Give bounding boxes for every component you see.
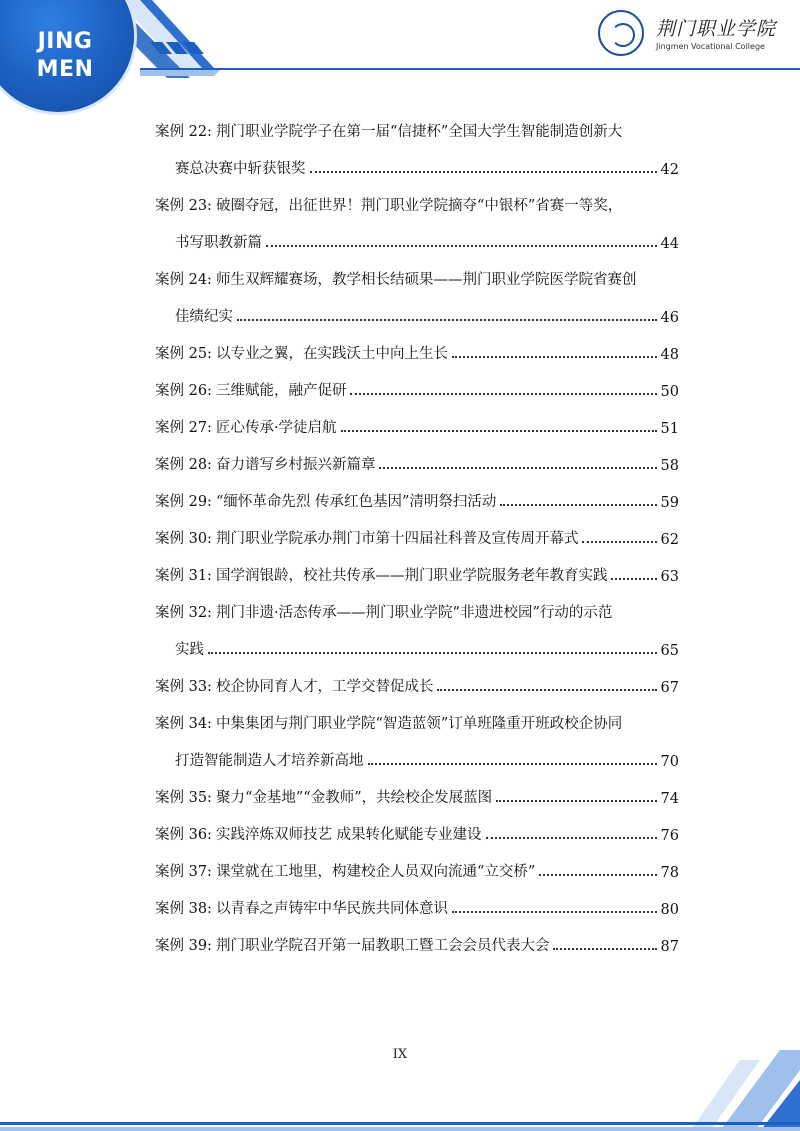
case-label: 案例 35:	[155, 790, 212, 806]
dot-leader	[486, 837, 657, 839]
toc-entry[interactable]	[155, 659, 679, 696]
dot-leader	[500, 504, 656, 506]
toc-line	[155, 659, 679, 696]
dot-leader	[496, 800, 656, 802]
page-ref: 59	[660, 495, 679, 511]
toc-line	[155, 696, 679, 733]
case-label: 案例 39:	[155, 938, 212, 954]
case-title: 校企协同育人才，工学交替促成长	[215, 679, 434, 695]
badge-text	[0, 28, 130, 84]
page-ref: 74	[660, 791, 679, 807]
page-ref: 63	[660, 569, 679, 585]
page-ref: 42	[660, 162, 679, 178]
dot-leader	[350, 393, 656, 395]
toc-line	[155, 289, 679, 326]
case-title: 赛总决赛中斩获银奖	[175, 161, 306, 177]
case-title: 荆门职业学院学子在第一届“信捷杯”全国大学生智能制造创新大	[215, 124, 623, 140]
case-title: 以专业之翼，在实践沃土中向上生长	[215, 346, 448, 362]
toc-line	[155, 548, 679, 585]
toc-line	[155, 881, 679, 918]
case-label: 案例 36:	[155, 827, 212, 843]
case-title: 破圈夺冠，出征世界！荆门职业学院摘夺“中银杯”省赛一等奖，	[215, 198, 623, 214]
toc-line	[155, 733, 679, 770]
page-ref: 65	[660, 643, 679, 659]
toc-line	[155, 363, 679, 400]
toc-entry[interactable]	[155, 770, 679, 807]
toc-entry[interactable]	[155, 881, 679, 918]
case-label: 案例 30:	[155, 531, 212, 547]
case-title: 匠心传承·学徒启航	[215, 420, 337, 436]
page-ref: 62	[660, 532, 679, 548]
toc-line	[155, 918, 679, 955]
toc-line	[155, 844, 679, 881]
case-title: “缅怀革命先烈 传承红色基因”清明祭扫活动	[215, 494, 497, 510]
case-title: 奋力谱写乡村振兴新篇章	[215, 457, 376, 473]
case-label: 案例 31:	[155, 568, 212, 584]
page-ref: 67	[660, 680, 679, 696]
toc-line	[155, 400, 679, 437]
toc-entry[interactable]	[155, 326, 679, 363]
toc-entry[interactable]	[155, 696, 679, 770]
dot-leader	[237, 319, 657, 321]
college-name-cn: 荆门职业学院	[656, 18, 777, 40]
toc-line	[155, 585, 679, 622]
toc-entry[interactable]	[155, 585, 679, 659]
toc-line	[155, 104, 679, 141]
case-label: 案例 26:	[155, 383, 212, 399]
case-label: 案例 28:	[155, 457, 212, 473]
page-ref: 46	[660, 310, 679, 326]
case-label: 案例 29:	[155, 494, 212, 510]
toc-line	[155, 474, 679, 511]
case-title: 荆门职业学院承办荆门市第十四届社科普及宣传周开幕式	[215, 531, 579, 547]
page-ref: 48	[660, 347, 679, 363]
toc-line	[155, 622, 679, 659]
case-title: 实践淬炼双师技艺 成果转化赋能专业建设	[215, 827, 482, 843]
page-ref: 78	[660, 865, 679, 881]
dot-leader	[452, 911, 657, 913]
footer-decoration	[0, 1030, 800, 1131]
toc-line	[155, 807, 679, 844]
case-title: 师生双辉耀赛场，教学相长结硕果——荆门职业学院医学院省赛创	[215, 272, 637, 288]
toc-entry[interactable]	[155, 400, 679, 437]
toc-line	[155, 770, 679, 807]
dot-leader	[553, 948, 656, 950]
case-label: 案例 37:	[155, 864, 212, 880]
case-label: 案例 38:	[155, 901, 212, 917]
dot-leader	[368, 763, 657, 765]
case-label: 案例 24:	[155, 272, 212, 288]
case-label: 案例 25:	[155, 346, 212, 362]
badge-line1: JING	[37, 29, 93, 54]
toc-entry[interactable]	[155, 844, 679, 881]
case-label: 案例 22:	[155, 124, 212, 140]
case-title: 荆门职业学院召开第一届教职工暨工会会员代表大会	[215, 938, 550, 954]
case-title: 聚力“金基地”“金教师”，共绘校企发展蓝图	[215, 790, 493, 806]
case-label: 案例 27:	[155, 420, 212, 436]
dot-leader	[266, 245, 657, 247]
college-emblem-icon	[598, 10, 644, 56]
toc-entry[interactable]	[155, 252, 679, 326]
case-title: 实践	[175, 642, 204, 658]
toc-entry[interactable]	[155, 437, 679, 474]
case-label: 案例 33:	[155, 679, 212, 695]
page-ref: 44	[660, 236, 679, 252]
dot-leader	[379, 467, 656, 469]
toc-line	[155, 252, 679, 289]
toc-line	[155, 437, 679, 474]
page-ref: 76	[660, 828, 679, 844]
dot-leader	[539, 874, 656, 876]
college-logo	[598, 10, 778, 58]
page-ref: 80	[660, 902, 679, 918]
case-title: 荆门非遗·活态传承——荆门职业学院“非遗进校园”行动的示范	[215, 605, 613, 621]
page-ref: 58	[660, 458, 679, 474]
toc-line	[155, 141, 679, 178]
dot-leader	[341, 430, 657, 432]
toc-entry[interactable]	[155, 474, 679, 511]
dot-leader	[452, 356, 657, 358]
case-label: 案例 23:	[155, 198, 212, 214]
case-title: 佳绩纪实	[175, 309, 233, 325]
toc-entry[interactable]	[155, 363, 679, 400]
toc-entry[interactable]	[155, 548, 679, 585]
page-ref: 51	[660, 421, 679, 437]
toc-entry[interactable]	[155, 807, 679, 844]
badge-line2: MEN	[36, 57, 94, 82]
toc-line	[155, 178, 679, 215]
page-ref: 70	[660, 754, 679, 770]
page-ref: 87	[660, 939, 679, 955]
toc-entry[interactable]	[155, 104, 679, 178]
toc-line	[155, 326, 679, 363]
case-title: 以青春之声铸牢中华民族共同体意识	[215, 901, 448, 917]
page-number: IX	[392, 1047, 408, 1062]
college-name-en: Jingmen Vocational College	[656, 42, 765, 51]
case-title: 国学润银龄，校社共传承——荆门职业学院服务老年教育实践	[215, 568, 608, 584]
toc-line	[155, 511, 679, 548]
toc-entry[interactable]	[155, 178, 679, 252]
table-of-contents	[155, 104, 679, 955]
dot-leader	[208, 652, 657, 654]
toc-line	[155, 215, 679, 252]
dot-leader	[310, 171, 657, 173]
page-ref: 50	[660, 384, 679, 400]
dot-leader	[611, 578, 656, 580]
case-title: 课堂就在工地里，构建校企人员双向流通“立交桥”	[215, 864, 536, 880]
case-label: 案例 32:	[155, 605, 212, 621]
dot-leader	[437, 689, 656, 691]
case-title: 中集集团与荆门职业学院“智造蓝领”订单班隆重开班政校企协同	[215, 716, 623, 732]
dot-leader	[582, 541, 656, 543]
case-title: 书写职教新篇	[175, 235, 262, 251]
toc-entry[interactable]	[155, 511, 679, 548]
toc-entry[interactable]	[155, 918, 679, 955]
case-label: 案例 34:	[155, 716, 212, 732]
case-title: 打造智能制造人才培养新高地	[175, 753, 364, 769]
case-title: 三维赋能，融产促研	[215, 383, 347, 399]
